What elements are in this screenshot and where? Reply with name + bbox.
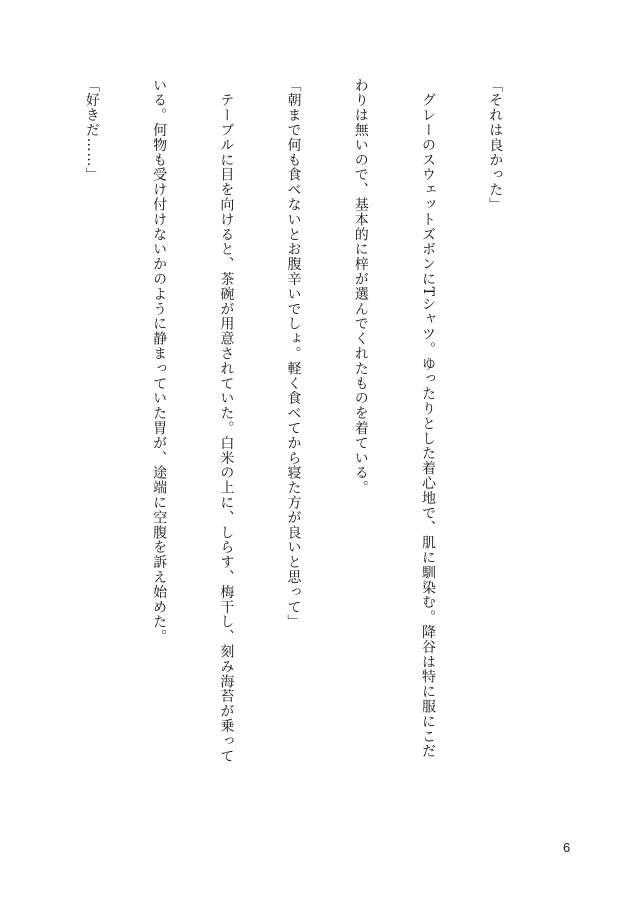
text-line-1: 「それは良かった」 — [487, 78, 504, 213]
vertical-text-body — [81, 78, 551, 828]
text-line-6: いる。何物も受け付けないかのように静まっていた胃が、途端に空腹を訴え始めた。 — [151, 78, 168, 645]
page-number: 6 — [563, 840, 571, 855]
text-line-3: わりは無いので、基本的に梓が選んでくれたものを着ている。 — [352, 78, 369, 496]
text-line-7: 「好きだ……」 — [83, 78, 100, 183]
text-line-2: グレーのスウェットズボンにTシャツ。ゆったりとした着心地で、肌に馴染む。降谷は特に服にこだ — [419, 78, 436, 759]
text-line-4: 「朝まで何も食べないとお腹辛いでしょ。軽く食べてから寝た方が良いと思って」 — [285, 78, 302, 630]
text-line-5: テーブルに目を向けると、茶碗が用意されていた。白米の上に、しらす、梅干し、刻み海苔が乗って — [218, 78, 235, 764]
